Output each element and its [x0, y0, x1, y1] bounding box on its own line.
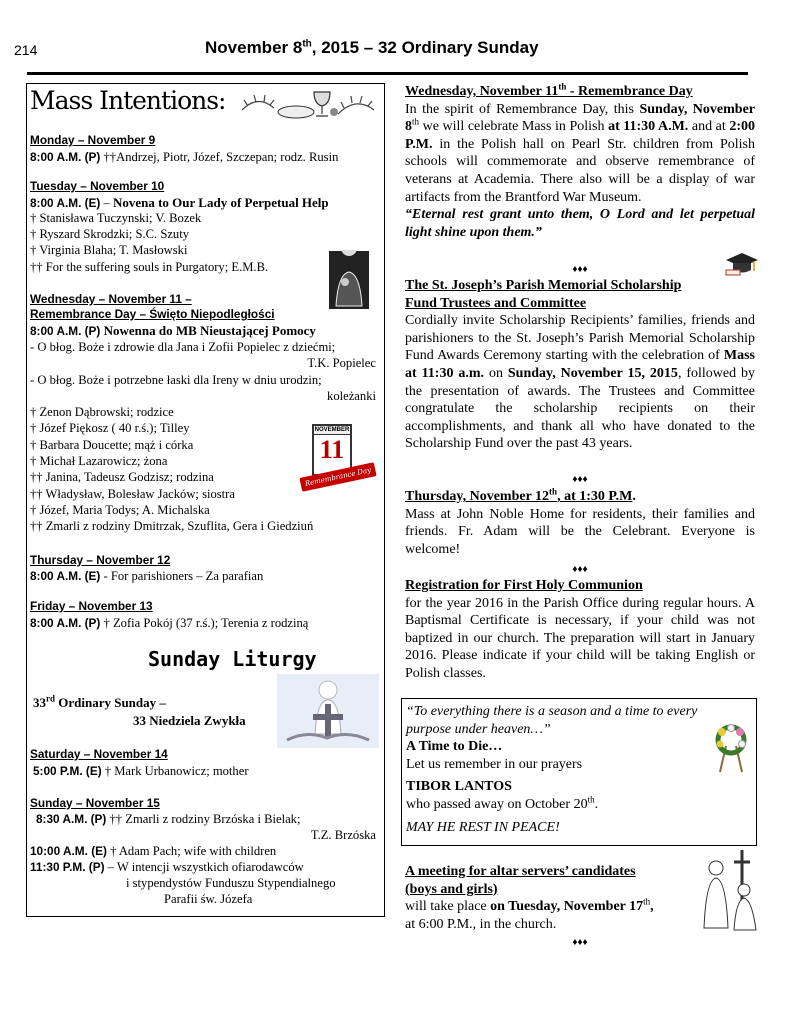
- rb-c: we will celebrate Mass in Polish: [419, 119, 609, 135]
- remembrance-body: [405, 101, 755, 207]
- sb-a: Cordially invite Scholarship Recipients’ families, friends and parishioners to the St. Joseph’s Parish Memorial Scholarship Fund Awards Ceremony starting with the celebration of: [405, 313, 755, 364]
- wednesday-time: 8:00 A.M. (P): [30, 324, 101, 338]
- sunday-time-2: 10:00 A.M. (E): [30, 844, 107, 858]
- altar-servers-icon: [700, 848, 760, 932]
- rb-f: 2:00 P.M.: [405, 119, 756, 152]
- altar-servers-heading-2: (boys and girls): [405, 881, 498, 897]
- thursday-time: 8:00 A.M. (E): [30, 569, 101, 583]
- obituary-section: [406, 703, 724, 836]
- thursday-intention: [30, 569, 263, 584]
- title-pre: November 8: [205, 38, 303, 57]
- tuesday-line-4: †† For the suffering souls in Purgatory; E.M.B.: [30, 260, 269, 274]
- ordinary-sunday-line: [33, 695, 166, 710]
- sunday-intention-1: [36, 812, 300, 827]
- header-rule: [27, 72, 748, 75]
- wednesday-intention-1-donor: T.K. Popielec: [307, 356, 376, 370]
- tuesday-heading: Tuesday – November 10: [30, 179, 165, 193]
- rb-d: at 11:30 A.M.: [608, 119, 689, 135]
- tuesday-dash: –: [100, 196, 113, 210]
- rb-g: in the Polish hall on Pearl Str. children from Polish schools will commemorate and observe remembrance of veterans at Academia. There also will be a display of war artifacts from the Brantford War Museum.: [405, 136, 755, 205]
- calendar-month: NOVEMBER: [314, 427, 350, 433]
- obituary-quote: “To everything there is a season and a time to every purpose under heaven…”: [406, 704, 698, 737]
- sunday-intention-3-line-3: Parafii św. Józefa: [164, 892, 253, 906]
- page-title: [205, 38, 539, 58]
- wednesday-novena-line: [30, 323, 316, 339]
- scholarship-section: [405, 277, 755, 453]
- wednesday-intention-2-donor: koleżanki: [327, 389, 376, 403]
- friday-heading: Friday – November 13: [30, 599, 153, 613]
- remembrance-heading-sup: th: [558, 81, 567, 92]
- scholarship-body: [405, 312, 755, 453]
- tm-sup: th: [549, 486, 558, 497]
- perpetual-help-icon: [328, 250, 370, 310]
- title-sup: th: [302, 38, 312, 50]
- sunday-heading: Sunday – November 15: [30, 796, 160, 810]
- sunday-time-3: 11:30 P.M. (P): [30, 860, 105, 874]
- tuesday-line-2: † Ryszard Skrodzki; S.C. Szuty: [30, 227, 190, 241]
- saturday-text: † Mark Urbanowicz; mother: [101, 764, 249, 778]
- wednesday-line-5: †† Janina, Tadeusz Godzisz; rodzina: [30, 470, 214, 484]
- monday-intention: [30, 150, 338, 165]
- graduation-cap-icon: [724, 250, 760, 278]
- obituary-passed: [406, 796, 724, 814]
- calendar-banner: Remembrance Day: [299, 462, 376, 491]
- wednesday-intention-2: - O błog. Boże i potrzebne łaski dla Ireny w dniu urodzin;: [30, 373, 322, 387]
- thursday-text: - For parishioners – Za parafian: [100, 569, 264, 583]
- monday-heading: Monday – November 9: [30, 133, 156, 147]
- communion-heading: Registration for First Holy Communion: [405, 578, 643, 593]
- sunday-text-1: †† Zmarli z rodziny Brzóska i Bielak;: [106, 812, 301, 826]
- remembrance-quote: “Eternal rest grant unto them, O Lord and let perpetual light shine upon them.”: [405, 207, 755, 240]
- as-a: will take place: [405, 899, 491, 915]
- mass-intentions-title: Mass Intentions:: [30, 86, 226, 115]
- sb-d: Sunday, November 15, 2015: [507, 365, 678, 381]
- thursday-mass-section: [405, 488, 755, 558]
- rb-a: In the spirit of Remembrance Day, this: [405, 101, 640, 117]
- rb-b-sup: th: [412, 116, 420, 127]
- sunday-liturgy-title: Sunday Liturgy: [148, 647, 317, 671]
- obituary-rest: MAY HE REST IN PEACE!: [406, 819, 560, 835]
- as-b-sup: th: [643, 896, 651, 907]
- risen-christ-icon: [277, 674, 379, 748]
- sb-b: Mass at 11:30 a.m.: [405, 348, 755, 381]
- calendar-day: 11: [319, 435, 345, 464]
- remembrance-heading-post: - Remembrance Day: [566, 84, 693, 99]
- remembrance-calendar-icon: [300, 424, 380, 498]
- communion-section: [405, 577, 755, 683]
- tuesday-novena-line: [30, 195, 329, 211]
- diamond-divider-2: ♦♦♦: [572, 474, 588, 485]
- as-b: on Tuesday, November 17: [490, 899, 644, 915]
- obituary-name: TIBOR LANTOS: [406, 779, 512, 795]
- monday-time: 8:00 A.M. (P): [30, 150, 101, 164]
- saturday-time: 5:00 P.M. (E): [33, 764, 102, 778]
- ordinary-sunday-polish: 33 Niedziela Zwykła: [133, 713, 246, 728]
- sunday-text-2: † Adam Pach; wife with children: [106, 844, 277, 858]
- page-number: 214: [14, 42, 38, 58]
- sunday-intention-1-donor: T.Z. Brzóska: [310, 828, 376, 842]
- ordinary-rest: Ordinary Sunday –: [55, 695, 166, 710]
- altar-servers-heading-1: A meeting for altar servers’ candidates: [405, 864, 636, 879]
- op-pre: who passed away on October 20: [406, 796, 588, 812]
- wednesday-line-7: † Józef, Maria Todys; A. Michalska: [30, 503, 210, 517]
- friday-text: † Zofia Pokój (37 r.ś.); Terenia z rodziną: [100, 616, 309, 630]
- wednesday-novena: Nowenna do MB Nieustającej Pomocy: [100, 323, 316, 338]
- tuesday-time: 8:00 A.M. (E): [30, 196, 101, 210]
- diamond-divider-4: ♦♦♦: [572, 937, 588, 948]
- sunday-intention-3: [30, 860, 304, 875]
- sunday-intention-3-line-2: i stypendystów Funduszu Stypendialnego: [126, 876, 336, 890]
- saturday-heading: Saturday – November 14: [30, 747, 168, 761]
- wednesday-line-6: †† Władysław, Bolesław Jacków; siostra: [30, 487, 235, 501]
- ordinary-sup: rd: [46, 693, 55, 704]
- wednesday-heading-1: Wednesday – November 11 –: [30, 292, 192, 306]
- tuesday-novena: Novena to Our Lady of Perpetual Help: [112, 195, 329, 210]
- op-post: .: [594, 796, 599, 812]
- scholarship-heading-1: The St. Joseph’s Parish Memorial Scholarship: [405, 278, 682, 293]
- title-post: , 2015 – 32 Ordinary Sunday: [311, 38, 539, 57]
- as-c: ,: [650, 899, 654, 915]
- remembrance-section: [405, 83, 755, 241]
- bread-chalice-icon: [238, 86, 378, 122]
- wednesday-heading-2: Remembrance Day – Święto Niepodległości: [30, 307, 275, 321]
- diamond-divider-1: ♦♦♦: [572, 264, 588, 275]
- sunday-text-3: – W intencji wszystkich ofiarodawców: [104, 860, 304, 874]
- wednesday-line-1: † Zenon Dąbrowski; rodzice: [30, 405, 174, 419]
- tuesday-line-3: † Virginia Blaha; T. Masłowski: [30, 243, 188, 257]
- scholarship-heading-2: Fund Trustees and Committee: [405, 295, 587, 311]
- ordinary-number: 33: [33, 695, 46, 710]
- rb-b: Sunday, November 8: [405, 101, 755, 135]
- remembrance-heading: [405, 83, 755, 101]
- diamond-divider-3: ♦♦♦: [572, 564, 588, 575]
- sunday-intention-2: [30, 844, 276, 859]
- sunday-time-1: 8:30 A.M. (P): [36, 812, 107, 826]
- friday-intention: [30, 616, 308, 631]
- friday-time: 8:00 A.M. (P): [30, 616, 101, 630]
- thursday-mass-heading: [405, 488, 755, 506]
- communion-body: for the year 2016 in the Parish Office during regular hours. A Baptismal Certificate is necessary, if your child was not baptized in our church. The preparation will start in January 2016. Please indicate if your child will be taking English or Polish classes.: [405, 595, 755, 681]
- tm-period: .: [632, 489, 636, 504]
- rb-e: and at: [688, 119, 730, 135]
- sb-c: on: [484, 365, 508, 381]
- monday-text: ††Andrzej, Piotr, Józef, Szczepan; rodz. Rusin: [100, 150, 339, 164]
- tm-post: , at 1:30 P.M: [557, 489, 633, 504]
- tuesday-line-1: † Stanisława Tuczynski; V. Bozek: [30, 211, 202, 225]
- wednesday-line-4: † Michał Lazarowicz; żona: [30, 454, 168, 468]
- wednesday-line-2: † Józef Piękosz ( 40 r.ś.); Tilley: [30, 421, 190, 435]
- wednesday-intention-1: - O błog. Boże i zdrowie dla Jana i Zofii Popielec z dziećmi;: [30, 340, 336, 354]
- obituary-time-to-die: A Time to Die…: [406, 739, 503, 755]
- op-sup: th: [587, 794, 595, 805]
- saturday-intention: [33, 764, 249, 779]
- wednesday-line-3: † Barbara Doucette; mąż i córka: [30, 438, 194, 452]
- tm-pre: Thursday, November 12: [405, 489, 550, 504]
- thursday-heading: Thursday – November 12: [30, 553, 171, 567]
- wednesday-line-8: †† Zmarli z rodziny Dmitrzak, Szuflita, Gera i Giedziuń: [30, 519, 314, 533]
- flower-wreath-icon: [710, 720, 752, 774]
- remembrance-heading-pre: Wednesday, November 11: [405, 84, 559, 99]
- sb-e: , followed by the presentation of awards. The Trustees and Committee congratulate the scholarship recipients on their accomplishments, and thank all who have donated to the Scholarship Fund over the past 43 years.: [405, 365, 756, 452]
- obituary-remember: Let us remember in our prayers: [406, 756, 583, 772]
- thursday-mass-body: Mass at John Noble Home for residents, their families and friends. Fr. Adam will be the Celebrant. Everyone is welcome!: [405, 506, 755, 557]
- altar-servers-where: at 6:00 P.M., in the church.: [405, 916, 557, 932]
